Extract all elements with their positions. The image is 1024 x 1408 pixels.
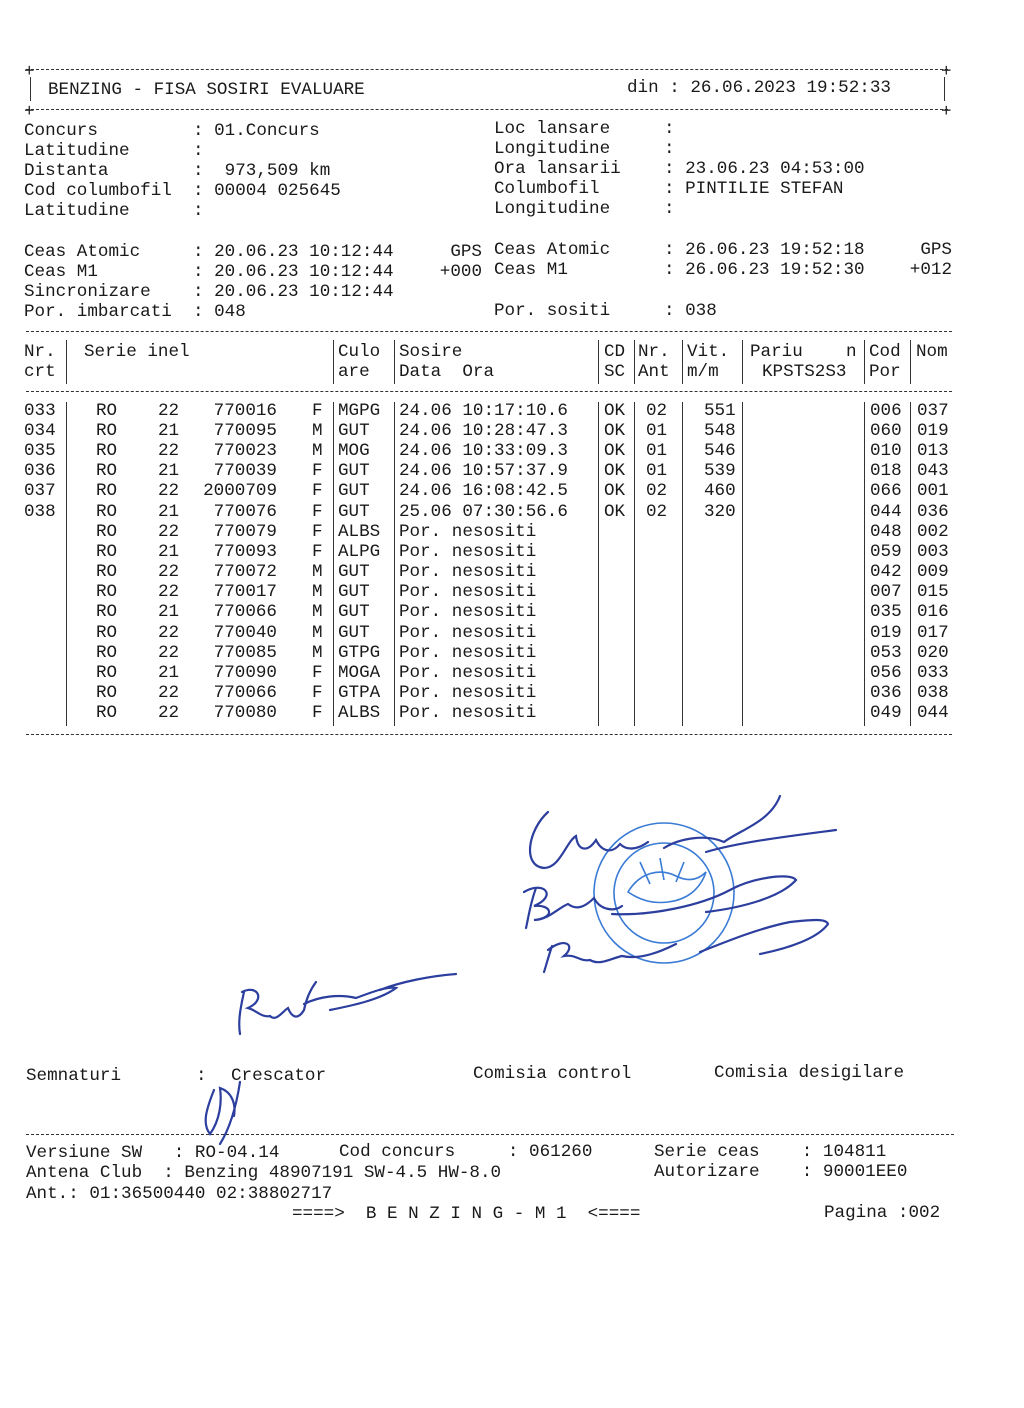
signature-2-flourish [612,876,796,914]
cell-color: GUT [338,481,370,501]
cell-color: GTPA [338,683,381,703]
cell-nom: 001 [917,481,949,501]
cell-cod: 066 [870,481,902,501]
info-label: Columbofil [494,179,600,199]
cell-color: GUT [338,502,370,522]
info-value: : [193,201,204,221]
cell-color: GUT [338,582,370,602]
cell-color: GUT [338,623,370,643]
info-value: : [664,119,675,139]
cell-year: 22 [158,683,180,703]
control-commission-label: Comisia control [473,1064,632,1084]
header-cell: Vit. [687,342,730,362]
header-cell: Por [869,362,901,382]
cell-year: 21 [158,602,180,622]
cell-color: GUT [338,562,370,582]
cell-country: RO [96,562,118,582]
cell-color: ALPG [338,542,381,562]
clock-extra: +000 [439,262,482,282]
header-cell: Pariu [750,342,803,362]
cell-ring: 770095 [213,421,277,441]
corner-plus: + [24,102,35,122]
cell-sex: M [312,441,323,461]
clock-label: Por. sositi [494,301,611,321]
cell-year: 22 [158,441,180,461]
cell-year: 22 [158,562,180,582]
cell-nr: 037 [24,481,56,501]
clock-label: Sincronizare [24,282,151,302]
cell-ant: 02 [646,401,668,421]
club-stamp [594,823,734,963]
clock-value: : 26.06.23 19:52:30 [664,260,865,280]
report-title: BENZING - FISA SOSIRI EVALUARE [48,80,365,100]
cell-sex: F [312,703,323,723]
header-cell: Serie inel [84,342,190,362]
clock-value: : 20.06.23 10:12:44 [193,282,394,302]
cell-color: GUT [338,461,370,481]
signatures-label: Semnaturi [26,1066,122,1086]
cell-nom: 036 [917,502,949,522]
cell-sex: F [312,401,323,421]
cell-cod: 036 [870,683,902,703]
cell-speed: 548 [704,421,736,441]
cell-sex: F [312,683,323,703]
cell-country: RO [96,683,118,703]
header-cell: Nr. [24,342,56,362]
cell-arrival: Por. nesositi [399,562,537,582]
header-cell: Cod [869,342,901,362]
clock-label: Ceas M1 [494,260,568,280]
cell-year: 21 [158,421,180,441]
cell-sex: M [312,421,323,441]
cell-nom: 016 [917,602,949,622]
cell-sex: F [312,461,323,481]
cell-sex: F [312,502,323,522]
cell-speed: 546 [704,441,736,461]
header-cell: Ant [638,362,670,382]
info-value: : [664,139,675,159]
clock-serial: Serie ceas : 104811 [654,1142,887,1162]
clock-value: : 20.06.23 10:12:44 [193,262,394,282]
clock-extra: GPS [920,240,952,260]
cell-ant: 02 [646,502,668,522]
cell-cod: 018 [870,461,902,481]
cell-speed: 539 [704,461,736,481]
header-cell: Data Ora [399,362,495,382]
cell-color: ALBS [338,703,381,723]
cell-arrival: Por. nesositi [399,643,537,663]
info-value: : 01.Concurs [193,121,320,141]
cell-year: 22 [158,522,180,542]
header-cell: Nr. [638,342,670,362]
info-value: : [193,141,204,161]
breeder-signature-stroke [239,982,316,1034]
pigeon-wing-icon [640,858,684,884]
cell-nr: 033 [24,401,56,421]
cell-nom: 020 [917,643,949,663]
signature-1-flourish [664,796,836,852]
cell-nr: 036 [24,461,56,481]
clock-value: : 20.06.23 10:12:44 [193,242,394,262]
cell-cod: 006 [870,401,902,421]
cell-arrival: 24.06 10:57:37.9 [399,461,568,481]
cell-year: 21 [158,502,180,522]
cell-country: RO [96,542,118,562]
signature-2 [524,888,622,928]
cell-nr: 035 [24,441,56,461]
info-value: : [664,199,675,219]
cell-arrival: Por. nesositi [399,703,537,723]
info-value: : PINTILIE STEFAN [664,179,844,199]
cell-year: 22 [158,703,180,723]
cell-ring: 770080 [213,703,277,723]
cell-ant: 01 [646,461,668,481]
clock-value: : 048 [193,302,246,322]
info-value: : 23.06.23 04:53:00 [664,159,865,179]
info-label: Latitudine [24,141,130,161]
clock-value: : 038 [664,301,717,321]
header-cell: are [338,362,370,382]
cell-nr: 038 [24,502,56,522]
cell-arrival: 24.06 16:08:42.5 [399,481,568,501]
cell-color: MOG [338,441,370,461]
cell-sex: F [312,481,323,501]
cell-color: MOGA [338,663,381,683]
info-label: Loc lansare [494,119,611,139]
info-label: Ora lansarii [494,159,621,179]
cell-year: 21 [158,461,180,481]
cell-country: RO [96,441,118,461]
clock-extra: +012 [909,260,952,280]
signature-1 [530,812,648,868]
cell-ring: 770023 [213,441,277,461]
cell-nom: 019 [917,421,949,441]
cell-color: GUT [338,602,370,622]
cell-year: 22 [158,481,180,501]
cell-cdsc: OK [604,481,626,501]
cell-ring: 770066 [213,683,277,703]
cell-ring: 770039 [213,461,277,481]
cell-cdsc: OK [604,502,626,522]
cell-sex: F [312,542,323,562]
authorization: Autorizare : 90001EE0 [654,1162,908,1182]
cell-arrival: 24.06 10:17:10.6 [399,401,568,421]
cell-country: RO [96,502,118,522]
header-cell: Nom [916,342,948,362]
cell-ant: 02 [646,481,668,501]
cell-nr: 034 [24,421,56,441]
footer-rule [26,1134,954,1135]
cell-ring: 2000709 [203,481,277,501]
cell-country: RO [96,663,118,683]
cell-nom: 038 [917,683,949,703]
clock-label: Ceas Atomic [24,242,141,262]
commission-signatures [524,796,836,972]
cell-nom: 003 [917,542,949,562]
cell-country: RO [96,703,118,723]
cell-nom: 017 [917,623,949,643]
info-value: : 00004 025645 [193,181,341,201]
cell-country: RO [96,602,118,622]
cell-ant: 01 [646,421,668,441]
cell-arrival: 24.06 10:33:09.3 [399,441,568,461]
cell-cod: 010 [870,441,902,461]
cell-cdsc: OK [604,461,626,481]
info-label: Cod columbofil [24,181,172,201]
cell-cdsc: OK [604,441,626,461]
cell-nom: 015 [917,582,949,602]
page-number: Pagina :002 [824,1203,941,1223]
info-label: Distanta [24,161,109,181]
cell-cod: 049 [870,703,902,723]
cell-ring: 770079 [213,522,277,542]
cell-ring: 770017 [213,582,277,602]
cell-nom: 044 [917,703,949,723]
clock-extra: GPS [450,242,482,262]
software-version: Versiune SW : RO-04.14 [26,1143,280,1163]
antennas: Ant.: 01:36500440 02:38802717 [26,1184,333,1204]
header-cell: n [846,342,857,362]
cell-color: ALBS [338,522,381,542]
clock-value: : 26.06.23 19:52:18 [664,240,865,260]
cell-cod: 053 [870,643,902,663]
antenna-club: Antena Club : Benzing 48907191 SW-4.5 HW-8.0 [26,1163,502,1183]
cell-sex: F [312,522,323,542]
cell-cod: 035 [870,602,902,622]
cell-ant: 01 [646,441,668,461]
cell-color: GTPG [338,643,381,663]
cell-arrival: Por. nesositi [399,683,537,703]
cell-year: 22 [158,643,180,663]
cell-ring: 770076 [213,502,277,522]
cell-color: MGPG [338,401,381,421]
clock-label: Ceas Atomic [494,240,611,260]
info-label: Latitudine [24,201,130,221]
cell-speed: 460 [704,481,736,501]
cell-color: GUT [338,421,370,441]
cell-year: 22 [158,401,180,421]
cell-nom: 009 [917,562,949,582]
cell-country: RO [96,623,118,643]
cell-cod: 042 [870,562,902,582]
cell-ring: 770093 [213,542,277,562]
clock-label: Ceas M1 [24,262,98,282]
brand-line: ====> B E N Z I N G - M 1 <==== [292,1204,641,1224]
cell-cod: 056 [870,663,902,683]
cell-country: RO [96,522,118,542]
cell-sex: M [312,643,323,663]
cell-nom: 043 [917,461,949,481]
header-cell: m/m [687,362,719,382]
cell-cod: 060 [870,421,902,441]
cell-ring: 770066 [213,602,277,622]
cell-ring: 770040 [213,623,277,643]
cell-cod: 044 [870,502,902,522]
cell-cod: 059 [870,542,902,562]
cell-ring: 770072 [213,562,277,582]
header-cell: Sosire [399,342,463,362]
cell-nom: 013 [917,441,949,461]
cell-cdsc: OK [604,421,626,441]
cell-sex: M [312,623,323,643]
signature-3 [544,943,676,972]
cell-speed: 320 [704,502,736,522]
header-cell: CD [604,342,626,362]
cell-country: RO [96,643,118,663]
corner-plus: + [941,62,952,82]
cell-country: RO [96,582,118,602]
cell-arrival: 25.06 07:30:56.6 [399,502,568,522]
header-cell: Culo [338,342,381,362]
cell-year: 21 [158,542,180,562]
cell-nom: 002 [917,522,949,542]
cell-nom: 033 [917,663,949,683]
breeder-signature-flourish [304,974,456,1010]
cell-country: RO [96,401,118,421]
corner-plus: + [24,62,35,82]
info-label: Longitudine [494,199,611,219]
contest-code: Cod concurs : 061260 [339,1142,593,1162]
cell-ring: 770016 [213,401,277,421]
cell-nom: 037 [917,401,949,421]
info-value: : 973,509 km [193,161,331,181]
cell-cdsc: OK [604,401,626,421]
signatures-colon: : [196,1066,207,1086]
cell-arrival: Por. nesositi [399,542,537,562]
cell-ring: 770085 [213,643,277,663]
breeder-label: Crescator [231,1066,327,1086]
stamp-outer-ring [594,823,734,963]
cell-country: RO [96,421,118,441]
cell-arrival: Por. nesositi [399,522,537,542]
cell-year: 22 [158,623,180,643]
cell-sex: F [312,663,323,683]
cell-arrival: Por. nesositi [399,623,537,643]
cell-arrival: Por. nesositi [399,582,537,602]
cell-arrival: 24.06 10:28:47.3 [399,421,568,441]
header-cell: KPSTS2S3 [762,362,847,382]
header-cell: crt [24,362,56,382]
cell-sex: M [312,562,323,582]
cell-cod: 007 [870,582,902,602]
breeder-signature [206,974,456,1144]
cell-arrival: Por. nesositi [399,602,537,622]
corner-plus: + [941,102,952,122]
cell-country: RO [96,481,118,501]
clock-label: Por. imbarcati [24,302,172,322]
report-date: din : 26.06.2023 19:52:33 [627,78,891,98]
cell-country: RO [96,461,118,481]
cell-speed: 551 [704,401,736,421]
cell-sex: M [312,602,323,622]
info-label: Concurs [24,121,98,141]
pigeon-icon [628,872,706,903]
cell-year: 22 [158,582,180,602]
cell-ring: 770090 [213,663,277,683]
info-label: Longitudine [494,139,611,159]
cell-cod: 019 [870,623,902,643]
cell-cod: 048 [870,522,902,542]
unsealing-commission-label: Comisia desigilare [714,1063,905,1083]
cell-year: 21 [158,663,180,683]
cell-arrival: Por. nesositi [399,663,537,683]
header-cell: SC [604,362,626,382]
cell-sex: M [312,582,323,602]
